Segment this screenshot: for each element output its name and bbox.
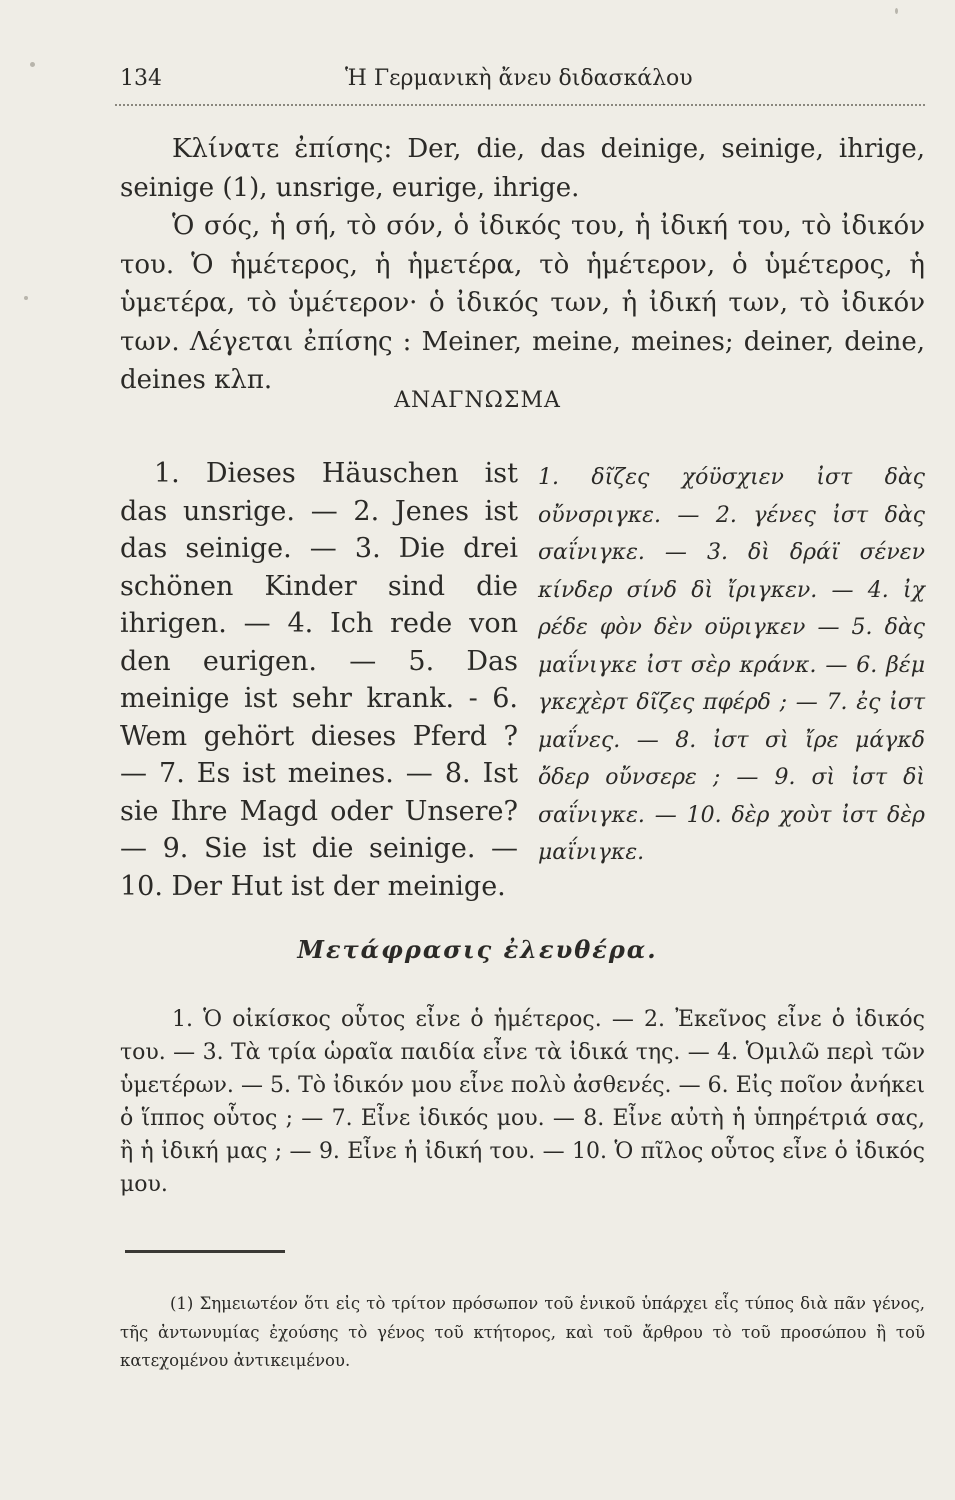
translation-text-block [120, 1003, 925, 1201]
reading-title: ΑΝΑΓΝΩΣΜΑ [394, 388, 561, 413]
translation-title: Μετάφρασις ἐλευθέρα. [297, 935, 658, 964]
footnote-text: (1) Σημειωτέον ὅτι εἰς τὸ τρίτον πρόσωπον τοῦ ἑνικοῦ ὑπάρχει εἷς τύπος διὰ πᾶν γένος, τῆς ἀντωνυμίας ἐχούσης τὸ γένος τοῦ κτήτορος, καὶ τοῦ ἄρθρου τὸ τοῦ προσώπου ἢ τοῦ κατεχομένου ἀντικειμένου. [120, 1294, 925, 1370]
page-number: 134 [120, 66, 162, 91]
translation-text: 1. Ὁ οἰκίσκος οὗτος εἶνε ὁ ἡμέτερος. — 2. Ἐκεῖνος εἶνε ὁ ἰδικός του. — 3. Τὰ τρία ὡραῖα παιδία εἶνε τὰ ἰδικά της. — 4. Ὁμιλῶ περὶ τῶν ὑμετέρων. — 5. Τὸ ἰδικόν μου εἶνε πολὺ ἀσθενές. — 6. Εἰς ποῖον ἀνήκει ὁ ἵππος οὗτος ; — 7. Εἶνε ἰδικός μου. — 8. Εἶνε αὐτὴ ἡ ὑπηρέτριά σας, ἢ ἡ ἰδική μας ; — 9. Εἶνε ἡ ἰδική του. — 10. Ὁ πῖλος οὗτος εἶνε ὁ ἰδικός μου. [120, 1007, 925, 1197]
footnote-rule [125, 1250, 285, 1253]
reading-pronunciation-column [538, 459, 925, 872]
paper-speck [895, 8, 898, 14]
page-header [120, 66, 920, 106]
paper-speck [24, 296, 28, 300]
reading-german-column [120, 455, 518, 905]
intro-text [120, 130, 925, 400]
reading-german-text: 1. Dieses Häuschen ist das unsrige. — 2. Jenes ist das seinige. — 3. Die drei schönen Kinder sind die ihrigen. — 4. Ich rede von den eurigen. — 5. Das meinige ist sehr krank. - 6. Wem gehört dieses Pferd ? — 7. Es ist meines. — 8. Ist sie Ihre Magd oder Unsere? — 9. Sie ist die seinige. — 10. Der Hut ist der meinige. [120, 458, 518, 902]
running-title: Ἡ Γερμανικὴ ἄνευ διδασκάλου [345, 66, 693, 91]
intro-paragraph-1: Κλίνατε ἐπίσης: Der, die, das deinige, seinige, ihrige, seinige (1), unsrige, eurige, ihrige. [120, 134, 925, 203]
intro-paragraph-2: Ὁ σός, ἡ σή, τὸ σόν, ὁ ἰδικός του, ἡ ἰδική του, τὸ ἰδικόν του. Ὁ ἡμέτερος, ἡ ἡμετέρα, τὸ ἡμέτερον, ὁ ὑμέτερος, ἡ ὑμετέρα, τὸ ὑμέτερον· ὁ ἰδικός των, ἡ ἰδική των, τὸ ἰδικόν των. Λέγεται ἐπίσης : Meiner, meine, meines; deiner, deine, deines κλπ. [120, 211, 925, 395]
header-rule [115, 104, 925, 106]
paper-speck [30, 62, 35, 67]
reading-pronunciation-text: 1. δῖζες χόϋσχιεν ἰστ δὰς οὔνσριγκε. — 2. γένες ἰστ δὰς σαΐνιγκε. — 3. δὶ δράϊ σένεν κίνδερ σίνδ δὶ ἴριγκεν. — 4. ἰχ ρέδε φὸν δὲν οϋριγκεν — 5. δὰς μαΐνιγκε ἰστ σὲρ κράνκ. — 6. βέμ γκεχὲρτ δῖζες πφέρδ ; — 7. ἐς ἰστ μαΐνες. — 8. ἰστ σὶ ἴρε μάγκδ ὄδερ οὔνσερε ; — 9. σὶ ἰστ δὶ σαΐνιγκε. — 10. δὲρ χοὺτ ἰστ δὲρ μαΐνιγκε. [538, 465, 925, 865]
footnote [120, 1290, 925, 1376]
